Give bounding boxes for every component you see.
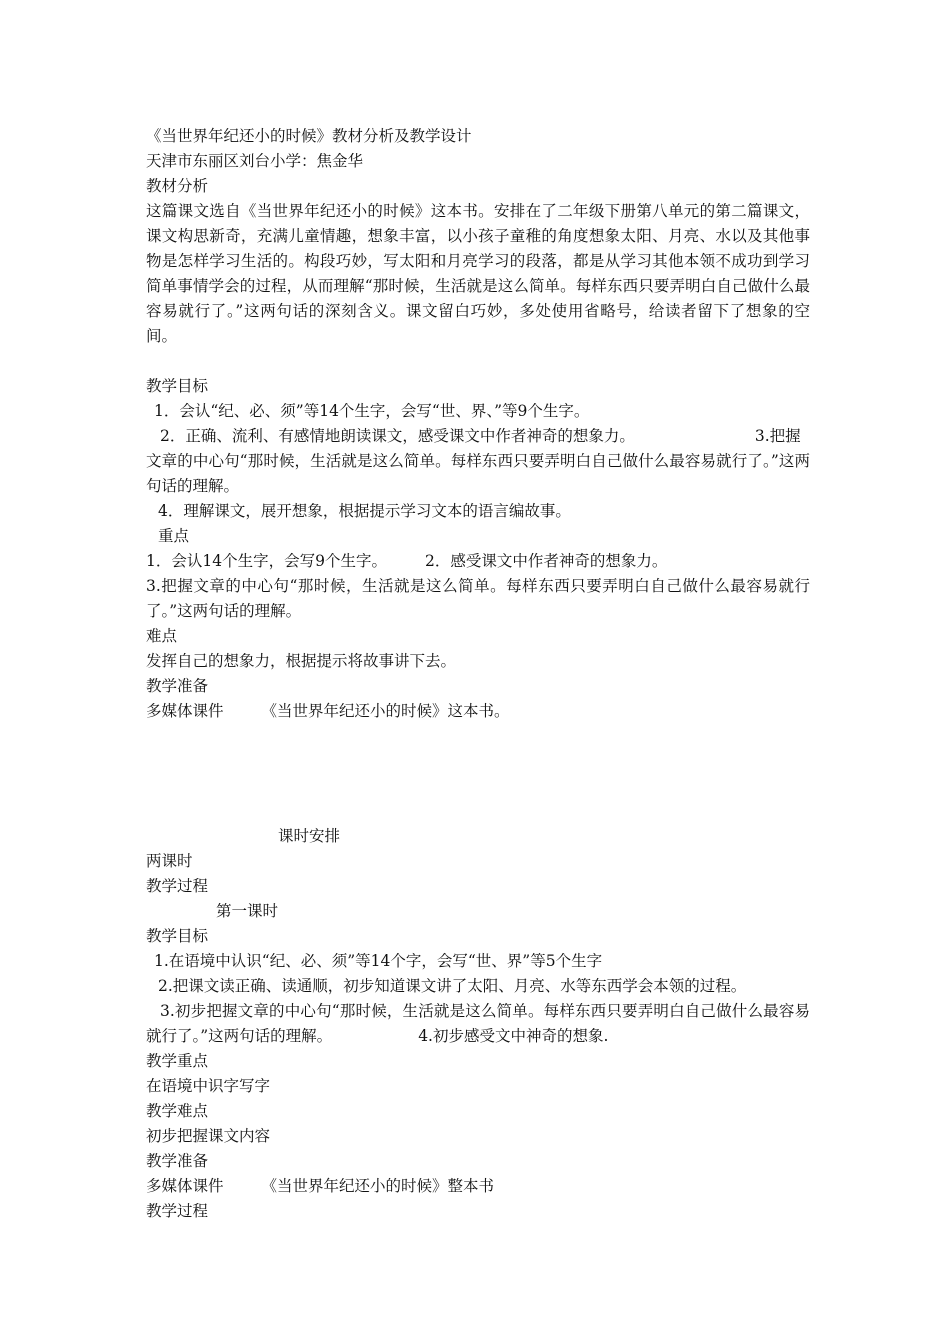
goal-3-start: 3.把握 — [754, 427, 801, 445]
key-point-2: 2．感受课文中作者神奇的想象力。 — [424, 552, 668, 570]
lesson-1-goal-3: 3.初步把握文章的中心句“那时候，生活就是这么简单。每样东西只要弄明白自己做什么最容易就行了。”这两句话的理解。 — [146, 1002, 810, 1045]
prep-heading: 教学准备 — [146, 677, 209, 695]
lesson-1-process-heading: 教学过程 — [146, 1202, 209, 1220]
lesson-1-prep-item-1: 多媒体课件 — [146, 1177, 224, 1195]
goal-1: 1．会认“纪、必、须”等14个生字，会写“世、界、”等9个生字。 — [154, 402, 590, 420]
lesson-1-key-text: 在语境中识字写字 — [146, 1077, 271, 1095]
spacer — [146, 799, 810, 824]
lesson-1-key-heading: 教学重点 — [146, 1052, 209, 1070]
lesson-1-difficulty-text: 初步把握课文内容 — [146, 1127, 271, 1145]
prep-line — [146, 699, 810, 724]
lesson-1-difficulty-heading: 教学难点 — [146, 1102, 209, 1120]
goal-2-line — [146, 424, 810, 449]
goal-3-rest: 文章的中心句“那时候，生活就是这么简单。每样东西只要弄明白自己做什么最容易就行了。”这两句话的理解。 — [146, 452, 810, 495]
spacer — [146, 774, 810, 799]
prep-item-2: 《当世界年纪还小的时候》这本书。 — [261, 702, 510, 720]
schedule-text: 两课时 — [146, 852, 193, 870]
lesson-1-prep-line — [146, 1174, 810, 1199]
spacer — [146, 749, 810, 774]
spacer — [146, 349, 810, 374]
lesson-1-goal-4: 4.初步感受文中神奇的想象. — [418, 1027, 609, 1045]
lesson-1-prep-heading: 教学准备 — [146, 1152, 209, 1170]
difficulty-text: 发挥自己的想象力，根据提示将故事讲下去。 — [146, 652, 457, 670]
key-heading: 重点 — [158, 527, 190, 545]
key-point-3: 3.把握文章的中心句“那时候，生活就是这么简单。每样东西只要弄明白自己做什么最容易就行了。”这两句话的理解。 — [146, 577, 810, 620]
lesson-1-goal-1: 1.在语境中认识“纪、必、须”等14个字，会写“世、界”等5个生字 — [154, 952, 603, 970]
lesson-1-prep-item-2: 《当世界年纪还小的时候》整本书 — [261, 1177, 495, 1195]
key-point-1: 1．会认14个生字，会写9个生字。 — [146, 552, 387, 570]
process-heading: 教学过程 — [146, 877, 209, 895]
goal-2: 2．正确、流利、有感情地朗读课文，感受课文中作者神奇的想象力。 — [160, 427, 635, 445]
key-points-line — [146, 549, 810, 574]
lesson-1-goal-3-4 — [146, 999, 810, 1049]
goals-heading: 教学目标 — [146, 377, 209, 395]
schedule-heading: 课时安排 — [278, 827, 341, 845]
goal-4: 4．理解课文，展开想象，根据提示学习文本的语言编故事。 — [158, 502, 571, 520]
lesson-1-heading: 第一课时 — [216, 902, 279, 920]
analysis-paragraph: 这篇课文选自《当世界年纪还小的时候》这本书。安排在了二年级下册第八单元的第二篇课文，课文构思新奇，充满儿童情趣，想象丰富，以小孩子童稚的角度想象太阳、月亮、水以及其他事物是怎样学习生活的。构段巧妙，写太阳和月亮学习的段落，都是从学习其他本领不成功到学习简单事情学会的过程，从而理解“那时候，生活就是这么简单。每样东西只要弄明白自己做什么最容易就行了。”这两句话的深刻含义。课文留白巧妙，多处使用省略号，给读者留下了想象的空间。 — [146, 202, 810, 345]
difficulty-heading: 难点 — [146, 627, 178, 645]
author-line: 天津市东丽区刘台小学：焦金华 — [146, 152, 364, 170]
spacer — [146, 724, 810, 749]
prep-item-1: 多媒体课件 — [146, 702, 224, 720]
analysis-heading: 教材分析 — [146, 177, 209, 195]
lesson-1-goal-2: 2.把课文读正确、读通顺，初步知道课文讲了太阳、月亮、水等东西学会本领的过程。 — [158, 977, 747, 995]
lesson-1-goals-heading: 教学目标 — [146, 927, 209, 945]
document-body — [146, 124, 810, 1224]
document-title: 《当世界年纪还小的时候》教材分析及教学设计 — [146, 127, 472, 145]
